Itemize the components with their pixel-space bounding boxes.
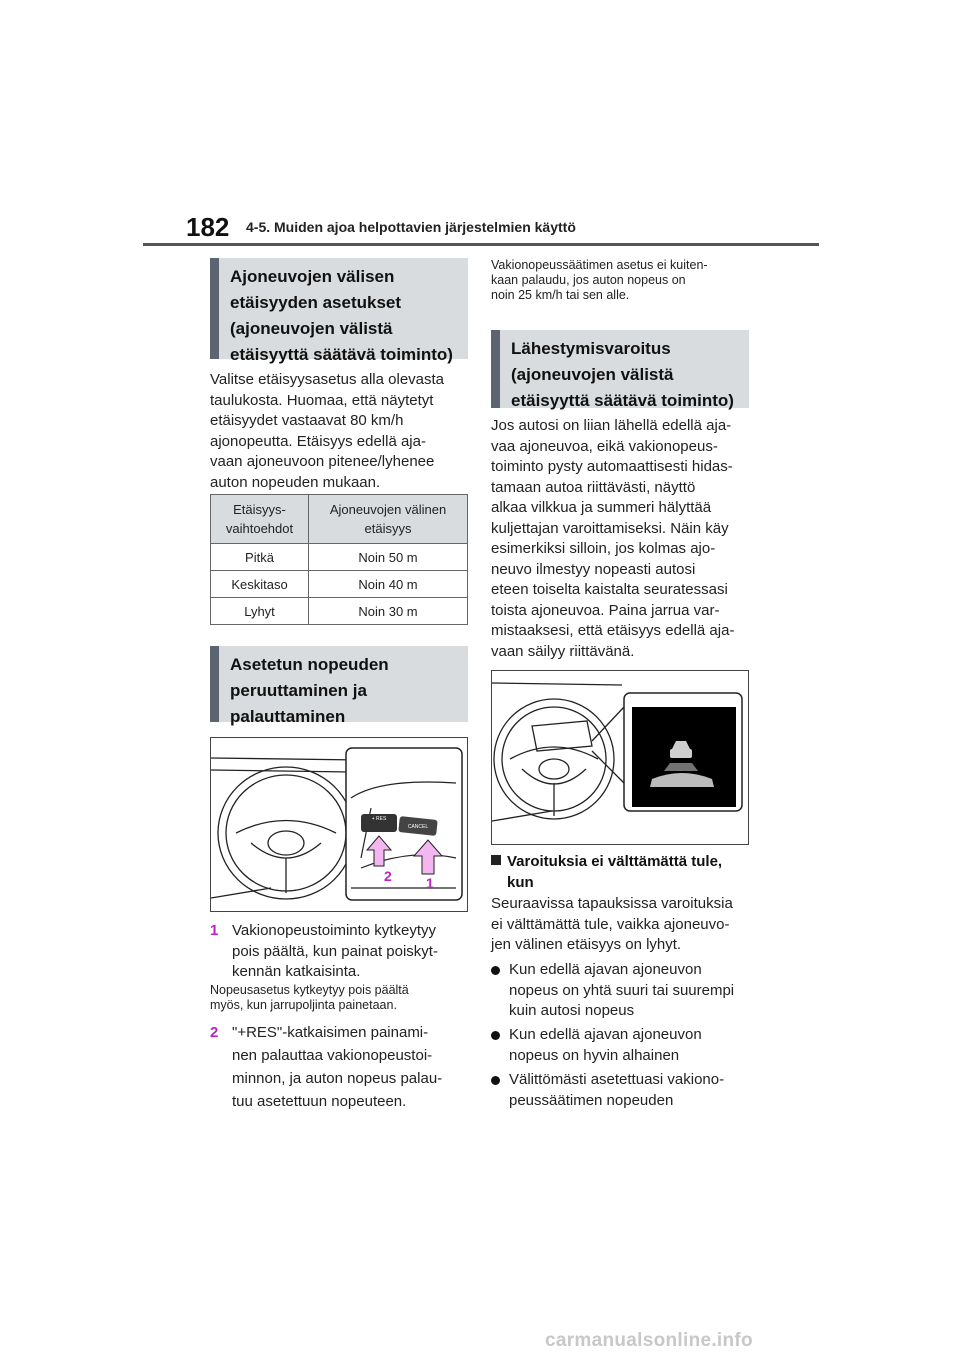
heading-line: Ajoneuvojen välisen — [230, 267, 395, 286]
text-line: auton nopeuden mukaan. — [210, 473, 381, 491]
note-brake — [210, 983, 409, 1013]
header-text: etäisyys — [364, 521, 412, 536]
text-line: noin 25 km/h tai sen alle. — [491, 288, 630, 302]
text-line: kennän katkaisinta. — [232, 963, 361, 980]
text-line: neuvo ilmestyy nopeasti autosi — [491, 560, 696, 578]
heading-approach-warning — [491, 330, 749, 408]
header-text: Ajoneuvojen välinen — [329, 502, 447, 517]
header-text: Etäisyys- — [233, 502, 286, 517]
display-illustration — [492, 671, 748, 844]
subheading-no-warning — [491, 852, 722, 893]
square-bullet-icon — [491, 855, 501, 865]
figure-steering-switches — [210, 737, 468, 912]
text-line: nopeus on yhtä suuri tai suurempi — [509, 981, 735, 999]
heading-line: etäisyyttä säätävä toiminto) — [511, 391, 734, 410]
text-line: nopeus on hyvin alhainen — [509, 1046, 680, 1064]
text-line: taulukosta. Huomaa, että näytetyt — [210, 391, 434, 409]
text-line: Jos autosi on liian lähellä edellä aja- — [491, 417, 732, 434]
text-line: kuljettajan varoittamiseksi. Näin käy — [491, 519, 729, 537]
page-number: 182 — [186, 212, 230, 242]
table-cell: Keskitaso — [211, 571, 309, 598]
table-cell: Pitkä — [211, 544, 309, 571]
chapter-title: 4-5. Muiden ajoa helpottavien järjestelmien käyttö — [246, 219, 576, 235]
heading-line: (ajoneuvojen välistä — [230, 319, 393, 338]
subheading-text: Varoituksia ei välttämättä tule, — [507, 853, 723, 870]
res-switch-label: + RES — [371, 816, 387, 822]
table-cell: Noin 50 m — [309, 544, 468, 571]
bullet-dot-icon — [491, 1076, 500, 1085]
table-cell: Lyhyt — [211, 598, 309, 625]
table-cell: Noin 30 m — [309, 598, 468, 625]
text-line: kaan palaudu, jos auton nopeus on — [491, 273, 686, 287]
text-line: minnon, ja auton nopeus palau- — [232, 1070, 443, 1087]
text-line: ajonopeutta. Etäisyys edellä aja- — [210, 432, 426, 450]
text-line: vaan säilyy riittävänä. — [491, 642, 635, 660]
text-line: Kun edellä ajavan ajoneuvon — [509, 1026, 702, 1043]
text-line: "+RES"-katkaisimen painami- — [232, 1024, 429, 1041]
text-line: Valitse etäisyysasetus alla olevasta — [210, 371, 445, 388]
text-line: ei välttämättä tule, vaikka ajoneuvo- — [491, 915, 730, 933]
bullet-dot-icon — [491, 966, 500, 975]
paragraph-distance-intro — [210, 370, 444, 493]
figure-approach-display — [491, 670, 749, 845]
text-line: Välittömästi asetettuasi vakiono- — [509, 1071, 725, 1088]
header-text: vaihtoehdot — [225, 521, 294, 536]
table-header-cell — [211, 495, 309, 544]
text-line: tamaan autoa riittävästi, näyttö — [491, 478, 696, 496]
heading-line: palauttaminen — [230, 707, 346, 726]
text-line: kun — [507, 873, 534, 891]
table-row — [211, 598, 468, 625]
text-line: toista ajoneuvoa. Paina jarrua var- — [491, 601, 720, 619]
callout-2: 2 — [384, 868, 392, 884]
watermark: carmanualsonline.info — [545, 1330, 753, 1351]
text-line: vaan ajoneuvoon pitenee/lyhenee — [210, 453, 435, 470]
text-line: tuu asetettuun nopeuteen. — [232, 1093, 407, 1110]
table-row — [211, 544, 468, 571]
table-header-row — [211, 495, 468, 544]
header-rule — [143, 243, 819, 246]
text-line: Seuraavissa tapauksissa varoituksia — [491, 895, 733, 912]
cancel-switch-label: CANCEL — [407, 824, 429, 830]
heading-line: Asetetun nopeuden — [230, 655, 389, 674]
heading-line: etäisyyden asetukset — [230, 293, 402, 312]
text-line: toiminto pysty automaattisesti hidas- — [491, 458, 733, 475]
heading-distance-settings — [210, 258, 468, 364]
text-line: jen välinen etäisyys on lyhyt. — [491, 936, 682, 953]
table-cell: Noin 40 m — [309, 571, 468, 598]
text-line: Kun edellä ajavan ajoneuvon — [509, 961, 702, 978]
paragraph-no-warning — [491, 894, 733, 956]
text-line: Nopeusasetus kytkeytyy pois päältä — [210, 983, 409, 997]
text-line: myös, kun jarrupoljinta painetaan. — [210, 998, 397, 1012]
callout-1: 1 — [426, 875, 434, 891]
heading-cancel-resume — [210, 646, 468, 726]
heading-line: Lähestymisvaroitus — [511, 339, 671, 358]
note-resume-speed — [491, 258, 708, 303]
text-line: kuin autosi nopeus — [509, 1002, 635, 1019]
text-line: nen palauttaa vakionopeustoi- — [232, 1047, 433, 1064]
table-header-cell — [309, 495, 468, 544]
text-line: peussäätimen nopeuden — [509, 1091, 674, 1109]
text-line: vaa ajoneuvoa, eikä vakionopeus- — [491, 437, 718, 455]
steering-illustration — [211, 738, 467, 911]
step-number: 2 — [210, 1024, 219, 1041]
text-line: pois päältä, kun painat poiskyt- — [232, 942, 438, 960]
text-line: eteen toiselta kaistalta seuratessasi — [491, 581, 728, 598]
text-line: esimerkiksi silloin, jos kolmas ajo- — [491, 540, 716, 557]
table-row — [211, 571, 468, 598]
text-line: Vakionopeussäätimen asetus ei kuiten- — [491, 258, 708, 272]
distance-table — [210, 494, 468, 625]
text-line: alkaa vilkkua ja summeri hälyttää — [491, 499, 712, 516]
text-line: Vakionopeustoiminto kytkeytyy — [232, 922, 436, 939]
heading-line: peruuttaminen ja — [230, 681, 367, 700]
bullet-dot-icon — [491, 1031, 500, 1040]
heading-line: (ajoneuvojen välistä — [511, 365, 674, 384]
step-number: 1 — [210, 922, 219, 939]
heading-line: etäisyyttä säätävä toiminto) — [230, 345, 453, 364]
text-line — [491, 852, 722, 873]
paragraph-approach-warning — [491, 416, 734, 662]
text-line: mistaaksesi, että etäisyys edellä aja- — [491, 622, 735, 639]
text-line: etäisyydet vastaavat 80 km/h — [210, 412, 404, 429]
